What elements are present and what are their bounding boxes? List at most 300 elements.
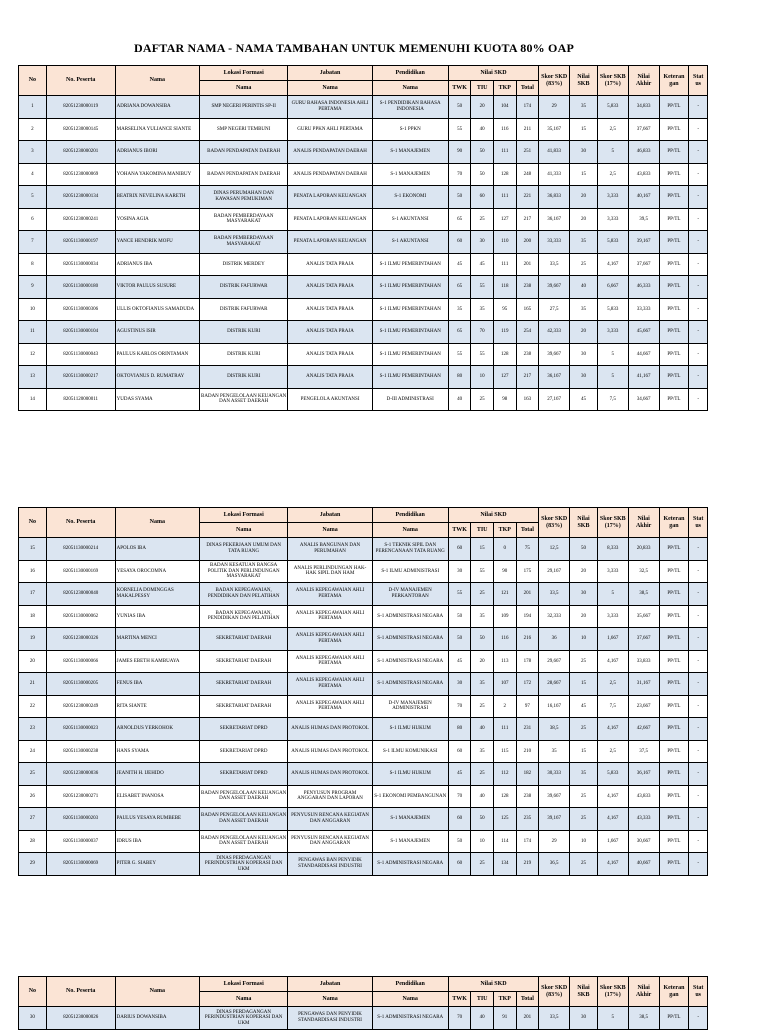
cell-nilai-skb: 35 [570, 96, 598, 119]
cell-skor-skb: 3,333 [597, 186, 628, 209]
cell-skor-skb: 5 [597, 343, 628, 366]
cell-nama: ADRIANUS IBORI [115, 141, 199, 164]
cell-twk: 50 [448, 96, 471, 119]
cell-skor-skb: 2,5 [597, 163, 628, 186]
cell-peserta: 82051130000062 [46, 605, 115, 628]
header-skor-skd: Skor SKD (83%) [539, 977, 570, 1007]
cell-twk: 60 [448, 740, 471, 763]
table-row [19, 560, 708, 583]
cell-jabatan: ANALIS PENDAPATAN DAERAH [288, 141, 372, 164]
cell-skor-skd: 29 [539, 830, 570, 853]
cell-status: - [689, 583, 708, 606]
cell-skor-skd: 41,333 [539, 163, 570, 186]
cell-status: - [689, 343, 708, 366]
cell-status: - [689, 695, 708, 718]
cell-keterangan: PP/TL [659, 673, 689, 696]
cell-total: 231 [516, 718, 539, 741]
header-lokasi: Lokasi Formasi [199, 977, 287, 992]
cell-nilai-skb: 20 [570, 560, 598, 583]
cell-twk: 65 [448, 208, 471, 231]
cell-skor-skb: 6,667 [597, 276, 628, 299]
cell-skor-skd: 38,5 [539, 718, 570, 741]
cell-no: 10 [19, 298, 47, 321]
cell-total: 182 [516, 763, 539, 786]
header-keterangan: Keteran gan [659, 977, 689, 1007]
cell-keterangan: PP/TL [659, 785, 689, 808]
cell-nama: IDRUS IBA [115, 830, 199, 853]
cell-status: - [689, 141, 708, 164]
cell-jabatan: ANALIS TATA PRAJA [288, 321, 372, 344]
cell-peserta: 82051230000326 [46, 628, 115, 651]
table-row [19, 366, 708, 389]
cell-nilai-skb: 30 [570, 366, 598, 389]
cell-twk: 80 [448, 366, 471, 389]
cell-tkp: 112 [493, 763, 516, 786]
cell-tiu: 35 [471, 298, 494, 321]
table-row [19, 785, 708, 808]
cell-pendidikan: S-1 AKUNTANSI [372, 208, 448, 231]
cell-skor-skd: 36,167 [539, 366, 570, 389]
header-pendidikan-nama: Nama [372, 523, 448, 538]
header-peserta: No. Peserta [46, 66, 115, 96]
cell-tkp: 115 [493, 740, 516, 763]
cell-tkp: 107 [493, 673, 516, 696]
cell-keterangan: PP/TL [659, 186, 689, 209]
table-row [19, 763, 708, 786]
cell-jabatan: ANALIS PENDAPATAN DAERAH [288, 163, 372, 186]
cell-total: 163 [516, 388, 539, 411]
cell-no: 3 [19, 141, 47, 164]
cell-twk: 65 [448, 321, 471, 344]
cell-nama: ADRIANA DOWANSIBA [115, 96, 199, 119]
cell-tiu: 10 [471, 830, 494, 853]
cell-skor-skd: 33,5 [539, 583, 570, 606]
cell-twk: 80 [448, 718, 471, 741]
cell-nilai-akhir: 33,833 [628, 650, 659, 673]
header-tiu: TIU [471, 992, 494, 1007]
cell-tiu: 10 [471, 366, 494, 389]
cell-pendidikan: S-1 ILMU PEMERINTAHAN [372, 321, 448, 344]
cell-nilai-akhir: 40,167 [628, 186, 659, 209]
cell-lokasi: SEKRETARIAT DAERAH [199, 650, 287, 673]
cell-nilai-akhir: 35,667 [628, 605, 659, 628]
cell-twk: 55 [448, 343, 471, 366]
header-skor-skd: Skor SKD (83%) [539, 508, 570, 538]
score-table [18, 976, 708, 1030]
cell-skor-skd: 30,333 [539, 763, 570, 786]
header-skor-skb: Skor SKB (17%) [597, 977, 628, 1007]
cell-skor-skb: 4,167 [597, 253, 628, 276]
cell-jabatan: ANALIS TATA PRAJA [288, 298, 372, 321]
cell-total: 174 [516, 96, 539, 119]
cell-nilai-skb: 25 [570, 650, 598, 673]
cell-nilai-skb: 25 [570, 718, 598, 741]
cell-total: 210 [516, 740, 539, 763]
cell-total: 219 [516, 853, 539, 876]
cell-jabatan: PENGELOLA AKUNTANSI [288, 388, 372, 411]
cell-pendidikan: S-1 PENDIDIKAN BAHASA INDONESIA [372, 96, 448, 119]
cell-no: 26 [19, 785, 47, 808]
cell-total: 238 [516, 785, 539, 808]
cell-skor-skd: 28,667 [539, 673, 570, 696]
cell-twk: 55 [448, 583, 471, 606]
cell-status: - [689, 321, 708, 344]
cell-nama: PAULUS YESAYA RUMBEBE [115, 808, 199, 831]
cell-lokasi: BADAN PENGELOLAAN KEUANGAN DAN ASSET DAERAH [199, 830, 287, 853]
cell-peserta: 82051130000069 [46, 853, 115, 876]
cell-no: 12 [19, 343, 47, 366]
cell-lokasi: DINAS PEKERJAAN UMUM DAN TATA RUANG [199, 538, 287, 561]
cell-keterangan: PP/TL [659, 231, 689, 254]
cell-skor-skb: 1,667 [597, 830, 628, 853]
cell-tiu: 50 [471, 163, 494, 186]
cell-total: 172 [516, 673, 539, 696]
cell-nama: YUDAS SYAMA [115, 388, 199, 411]
cell-lokasi: BADAN PEMBERDAYAAN MASYARAKAT [199, 208, 287, 231]
cell-tkp: 127 [493, 208, 516, 231]
header-total: Total [516, 523, 539, 538]
cell-tkp: 0 [493, 538, 516, 561]
header-nilai-skd: Nilai SKD [448, 977, 538, 992]
cell-nilai-skb: 15 [570, 118, 598, 141]
cell-skor-skd: 42,333 [539, 321, 570, 344]
cell-pendidikan: S-1 ILMU KOMUNIKASI [372, 740, 448, 763]
cell-keterangan: PP/TL [659, 695, 689, 718]
cell-nilai-skb: 35 [570, 231, 598, 254]
cell-nilai-skb: 10 [570, 830, 598, 853]
cell-skor-skd: 39,667 [539, 785, 570, 808]
cell-peserta: 82051130000043 [46, 343, 115, 366]
header-keterangan: Keteran gan [659, 66, 689, 96]
table-row [19, 853, 708, 876]
header-status: Stat us [689, 66, 708, 96]
cell-pendidikan: S-1 EKONOMI [372, 186, 448, 209]
cell-skor-skb: 5,833 [597, 763, 628, 786]
cell-tiu: 60 [471, 186, 494, 209]
cell-keterangan: PP/TL [659, 208, 689, 231]
cell-keterangan: PP/TL [659, 538, 689, 561]
cell-twk: 60 [448, 231, 471, 254]
cell-jabatan: PENATA LAPORAN KEUANGAN [288, 208, 372, 231]
table-row [19, 208, 708, 231]
header-pendidikan: Pendidikan [372, 977, 448, 992]
cell-tkp: 95 [493, 298, 516, 321]
cell-nilai-skb: 35 [570, 298, 598, 321]
table-row [19, 695, 708, 718]
cell-lokasi: DINAS PERDAGANGAN PERINDUSTRIAN KOPERASI DAN UKM [199, 1007, 287, 1030]
cell-status: - [689, 118, 708, 141]
cell-twk: 50 [448, 605, 471, 628]
cell-keterangan: PP/TL [659, 366, 689, 389]
cell-skor-skd: 16,167 [539, 695, 570, 718]
header-skor-skb: Skor SKB (17%) [597, 66, 628, 96]
cell-jabatan: ANALIS HUMAS DAN PROTOKOL [288, 740, 372, 763]
cell-jabatan: ANALIS TATA PRAJA [288, 276, 372, 299]
cell-no: 23 [19, 718, 47, 741]
cell-tiu: 40 [471, 718, 494, 741]
cell-nilai-akhir: 46,833 [628, 141, 659, 164]
cell-tiu: 55 [471, 276, 494, 299]
table-row [19, 808, 708, 831]
cell-lokasi: DISTRIK KURI [199, 366, 287, 389]
cell-skor-skb: 4,167 [597, 650, 628, 673]
cell-tiu: 20 [471, 650, 494, 673]
cell-twk: 60 [448, 538, 471, 561]
table-row [19, 388, 708, 411]
cell-no: 5 [19, 186, 47, 209]
cell-no: 30 [19, 1007, 47, 1030]
cell-lokasi: SEKRETARIAT DPRD [199, 740, 287, 763]
cell-skor-skb: 5 [597, 1007, 628, 1030]
cell-twk: 40 [448, 388, 471, 411]
cell-skor-skd: 33,5 [539, 1007, 570, 1030]
cell-skor-skb: 3,333 [597, 208, 628, 231]
cell-nilai-akhir: 30,667 [628, 830, 659, 853]
cell-peserta: 82051230000271 [46, 785, 115, 808]
cell-nilai-skb: 40 [570, 276, 598, 299]
cell-twk: 60 [448, 808, 471, 831]
cell-jabatan: ANALIS BANGUNAN DAN PERUMAHAN [288, 538, 372, 561]
cell-tiu: 35 [471, 605, 494, 628]
cell-skor-skd: 39,167 [539, 808, 570, 831]
cell-skor-skb: 5,833 [597, 298, 628, 321]
cell-jabatan: ANALIS HUMAS DAN PROTOKOL [288, 718, 372, 741]
cell-nilai-akhir: 34,667 [628, 388, 659, 411]
cell-peserta: 82051230000249 [46, 695, 115, 718]
cell-nilai-akhir: 42,667 [628, 718, 659, 741]
cell-peserta: 82051130000205 [46, 673, 115, 696]
cell-peserta: 82051130000306 [46, 298, 115, 321]
cell-lokasi: SEKRETARIAT DAERAH [199, 673, 287, 696]
cell-twk: 90 [448, 141, 471, 164]
cell-lokasi: DINAS PERUMAHAN DAN KAWASAN PEMUKIMAN [199, 186, 287, 209]
cell-tkp: 111 [493, 253, 516, 276]
cell-nama: ADRIANUS IBA [115, 253, 199, 276]
cell-nilai-akhir: 32,5 [628, 560, 659, 583]
cell-nilai-akhir: 39,167 [628, 231, 659, 254]
cell-skor-skb: 4,167 [597, 785, 628, 808]
cell-status: - [689, 1007, 708, 1030]
cell-pendidikan: D-III ADMINISTRASI [372, 388, 448, 411]
cell-tiu: 25 [471, 208, 494, 231]
header-total: Total [516, 81, 539, 96]
cell-tiu: 40 [471, 118, 494, 141]
cell-nama: PITER G. SIABEY [115, 853, 199, 876]
cell-nilai-akhir: 43,333 [628, 808, 659, 831]
cell-lokasi: BADAN KESATUAN BANGSA POLITIK DAN PERLINDUNGAN MASYARAKAT [199, 560, 287, 583]
cell-status: - [689, 785, 708, 808]
cell-status: - [689, 740, 708, 763]
cell-nama: YOHANA YAKOMINA MANIBUY [115, 163, 199, 186]
cell-status: - [689, 673, 708, 696]
header-total: Total [516, 992, 539, 1007]
cell-lokasi: SEKRETARIAT DPRD [199, 718, 287, 741]
cell-skor-skd: 39,667 [539, 343, 570, 366]
cell-skor-skb: 2,5 [597, 740, 628, 763]
cell-nama: YESAYA OROCOMNA [115, 560, 199, 583]
cell-jabatan: PENYUSUN PROGRAM ANGGARAN DAN LAPORAN [288, 785, 372, 808]
cell-total: 201 [516, 1007, 539, 1030]
cell-nilai-skb: 25 [570, 785, 598, 808]
cell-tiu: 50 [471, 141, 494, 164]
cell-tkp: 109 [493, 605, 516, 628]
cell-keterangan: PP/TL [659, 163, 689, 186]
cell-skor-skd: 36,5 [539, 853, 570, 876]
table-row [19, 1007, 708, 1030]
cell-twk: 35 [448, 298, 471, 321]
cell-skor-skd: 36,833 [539, 186, 570, 209]
cell-status: - [689, 388, 708, 411]
cell-nilai-skb: 20 [570, 321, 598, 344]
cell-nama: OKTOVIANUS D. RUMATRAY [115, 366, 199, 389]
header-twk: TWK [448, 81, 471, 96]
cell-no: 25 [19, 763, 47, 786]
cell-nilai-akhir: 44,667 [628, 343, 659, 366]
cell-nilai-akhir: 39,5 [628, 208, 659, 231]
cell-keterangan: PP/TL [659, 853, 689, 876]
header-tkp: TKP [493, 992, 516, 1007]
header-no: No [19, 66, 47, 96]
cell-keterangan: PP/TL [659, 141, 689, 164]
header-twk: TWK [448, 523, 471, 538]
cell-nilai-skb: 25 [570, 808, 598, 831]
table-row [19, 141, 708, 164]
cell-nilai-skb: 45 [570, 695, 598, 718]
cell-skor-skd: 29,667 [539, 650, 570, 673]
cell-nilai-akhir: 31,167 [628, 673, 659, 696]
cell-pendidikan: S-1 ILMU ADMINISTRASI [372, 560, 448, 583]
cell-nilai-skb: 30 [570, 141, 598, 164]
cell-peserta: 82051230000241 [46, 208, 115, 231]
cell-peserta: 82051130000037 [46, 830, 115, 853]
header-skor-skb: Skor SKB (17%) [597, 508, 628, 538]
cell-jabatan: PENYUSUN RENCANA KEGIATAN DAN ANGGARAN [288, 808, 372, 831]
cell-pendidikan: S-1 ILMU PEMERINTAHAN [372, 253, 448, 276]
table-row [19, 673, 708, 696]
cell-tkp: 128 [493, 163, 516, 186]
cell-tkp: 113 [493, 650, 516, 673]
cell-tiu: 25 [471, 763, 494, 786]
cell-lokasi: SEKRETARIAT DPRD [199, 763, 287, 786]
cell-nama: PAULUS KARLOS ORINTAMAN [115, 343, 199, 366]
cell-total: 238 [516, 343, 539, 366]
cell-lokasi: DISTRIK KURI [199, 343, 287, 366]
cell-keterangan: PP/TL [659, 118, 689, 141]
cell-tiu: 55 [471, 560, 494, 583]
cell-jabatan: PENGAWAS BAN PENYIDIK STANDARDISASI INDUSTRI [288, 853, 372, 876]
cell-skor-skb: 3,333 [597, 560, 628, 583]
cell-tkp: 104 [493, 96, 516, 119]
header-keterangan: Keteran gan [659, 508, 689, 538]
cell-pendidikan: S-1 TEKNIK SIPIL DAN PERENCANAAN TATA RUANG [372, 538, 448, 561]
cell-peserta: 82051230000040 [46, 583, 115, 606]
cell-twk: 60 [448, 853, 471, 876]
cell-skor-skb: 1,667 [597, 628, 628, 651]
cell-no: 29 [19, 853, 47, 876]
cell-keterangan: PP/TL [659, 583, 689, 606]
cell-peserta: 82051130000238 [46, 740, 115, 763]
header-nilai-skd: Nilai SKD [448, 508, 538, 523]
cell-status: - [689, 96, 708, 119]
cell-lokasi: BADAN KEPEGAWAIAN, PENDIDIKAN DAN PELATIHAN [199, 583, 287, 606]
cell-tiu: 35 [471, 740, 494, 763]
cell-jabatan: ANALIS TATA PRAJA [288, 343, 372, 366]
cell-keterangan: PP/TL [659, 1007, 689, 1030]
cell-twk: 30 [448, 673, 471, 696]
cell-no: 15 [19, 538, 47, 561]
header-pendidikan: Pendidikan [372, 508, 448, 523]
header-nilai-skb: Nilai SKB [570, 977, 598, 1007]
cell-total: 238 [516, 276, 539, 299]
cell-nama: DARIUS DOWANSIBA [115, 1007, 199, 1030]
cell-tkp: 111 [493, 186, 516, 209]
cell-keterangan: PP/TL [659, 808, 689, 831]
cell-nama: YUNIAS IBA [115, 605, 199, 628]
cell-nama: ELISABET INANOSA [115, 785, 199, 808]
cell-pendidikan: S-1 MANAJEMEN [372, 141, 448, 164]
table-row [19, 96, 708, 119]
header-jabatan-nama: Nama [288, 81, 372, 96]
cell-keterangan: PP/TL [659, 740, 689, 763]
cell-nama: ARNOLDUS YERKOHOK [115, 718, 199, 741]
cell-nilai-akhir: 37,667 [628, 628, 659, 651]
cell-no: 14 [19, 388, 47, 411]
cell-nilai-akhir: 38,5 [628, 1007, 659, 1030]
cell-tiu: 40 [471, 785, 494, 808]
cell-peserta: 82051130000066 [46, 650, 115, 673]
cell-nilai-skb: 35 [570, 763, 598, 786]
cell-nilai-akhir: 38,5 [628, 583, 659, 606]
cell-nilai-akhir: 41,167 [628, 366, 659, 389]
cell-jabatan: ANALIS TATA PRAJA [288, 366, 372, 389]
table-row [19, 321, 708, 344]
cell-pendidikan: S-1 AKUNTANSI [372, 231, 448, 254]
cell-keterangan: PP/TL [659, 96, 689, 119]
cell-pendidikan: S-1 MANAJEMEN [372, 830, 448, 853]
cell-tkp: 127 [493, 366, 516, 389]
cell-status: - [689, 253, 708, 276]
cell-lokasi: BADAN PENGELOLAAN KEUANGAN DAN ASSET DAERAH [199, 785, 287, 808]
cell-tkp: 134 [493, 853, 516, 876]
cell-tiu: 15 [471, 538, 494, 561]
cell-status: - [689, 808, 708, 831]
cell-nama: JAMES EBETH KAMBUAYA [115, 650, 199, 673]
cell-skor-skb: 8,333 [597, 538, 628, 561]
cell-twk: 50 [448, 628, 471, 651]
cell-skor-skb: 2,5 [597, 118, 628, 141]
cell-no: 13 [19, 366, 47, 389]
cell-tkp: 91 [493, 1007, 516, 1030]
cell-nama: RITA SIANTE [115, 695, 199, 718]
header-lokasi-nama: Nama [199, 992, 287, 1007]
cell-nilai-skb: 20 [570, 186, 598, 209]
header-nilai-skb: Nilai SKB [570, 66, 598, 96]
cell-lokasi: BADAN PENDAPATAN DAERAH [199, 163, 287, 186]
cell-keterangan: PP/TL [659, 560, 689, 583]
cell-pendidikan: S-1 ADMINISTRASI NEGARA [372, 628, 448, 651]
cell-nama: KORNELIA DOMINGGAS MAKALPESSY [115, 583, 199, 606]
cell-peserta: 82051230000026 [46, 1007, 115, 1030]
cell-no: 11 [19, 321, 47, 344]
cell-total: 217 [516, 208, 539, 231]
cell-no: 16 [19, 560, 47, 583]
cell-status: - [689, 605, 708, 628]
cell-nama: HANS SYAMA [115, 740, 199, 763]
header-pendidikan-nama: Nama [372, 81, 448, 96]
cell-nilai-akhir: 46,333 [628, 276, 659, 299]
cell-keterangan: PP/TL [659, 650, 689, 673]
cell-tkp: 90 [493, 560, 516, 583]
